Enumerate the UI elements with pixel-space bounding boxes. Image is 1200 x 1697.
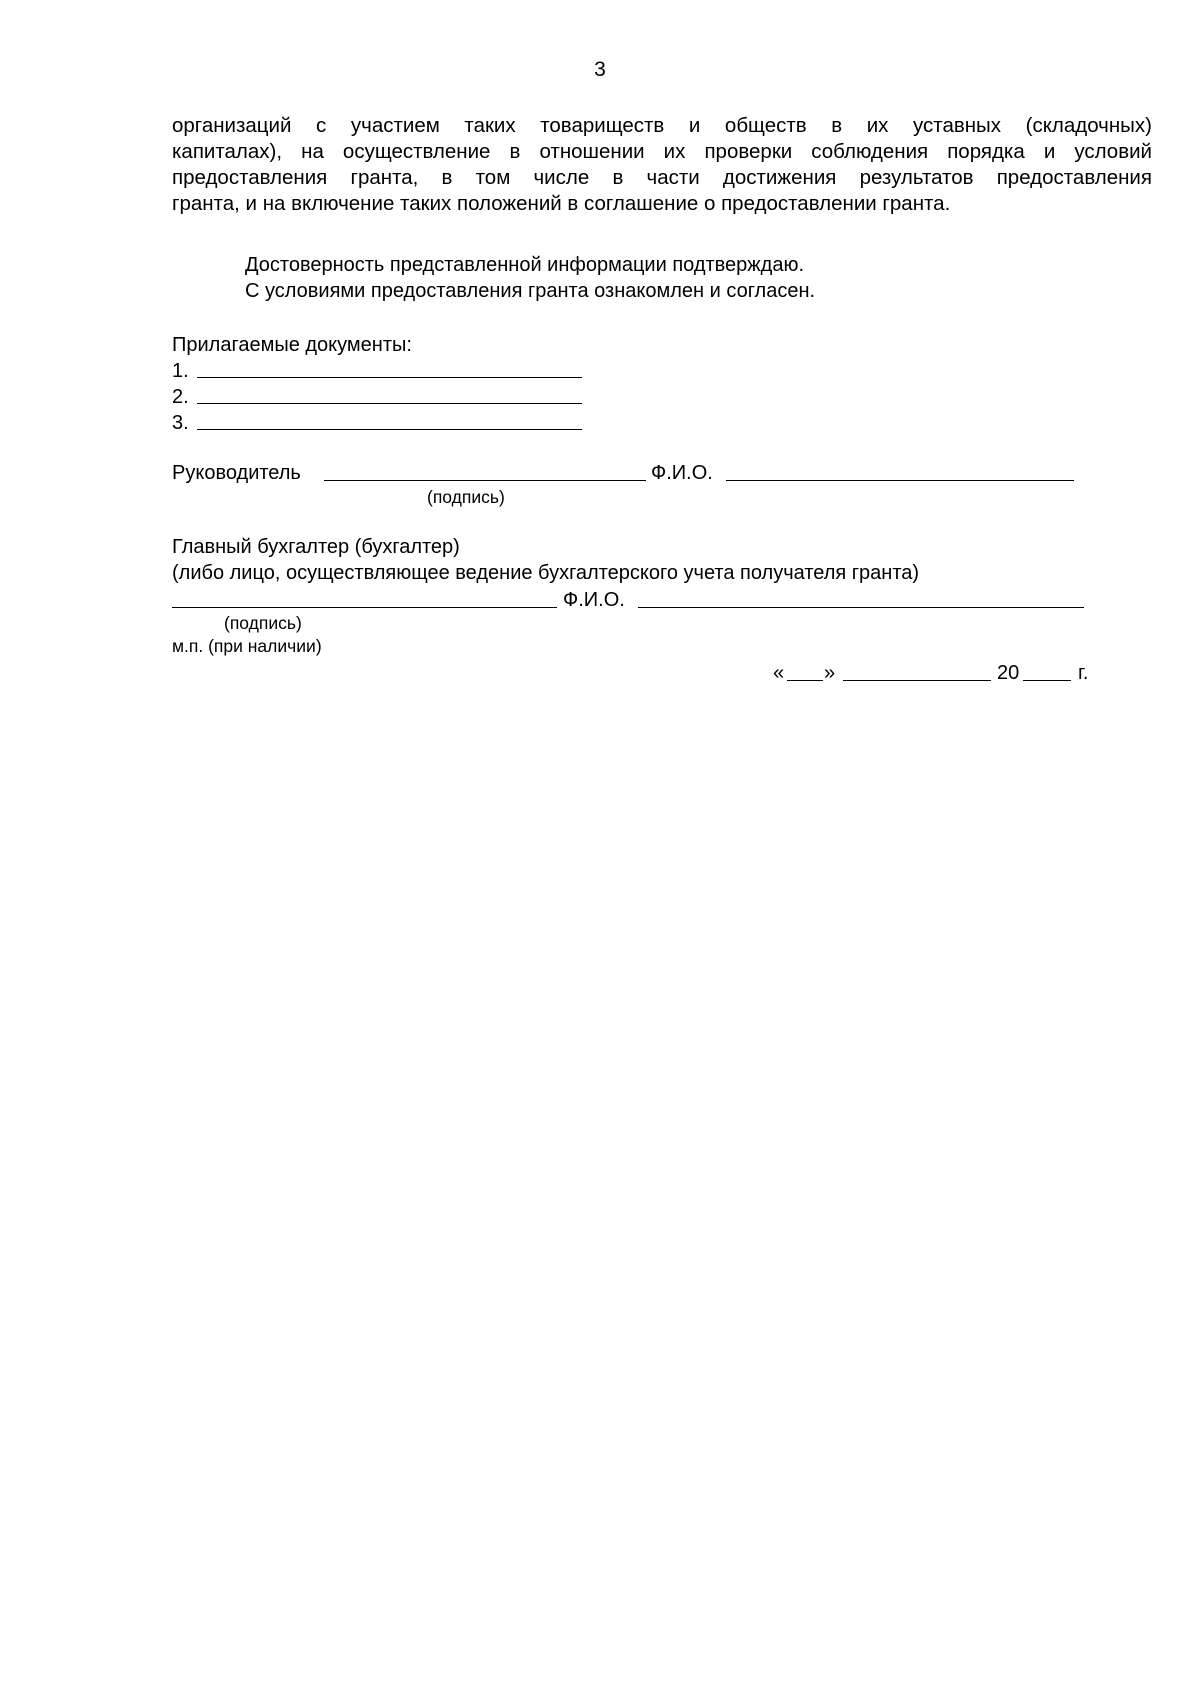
date-year-blank[interactable] — [1023, 656, 1071, 681]
date-open-quote: « — [773, 662, 785, 684]
accountant-title: Главный бухгалтер (бухгалтер) — [172, 536, 460, 558]
attachment-number-2: 2. — [172, 386, 189, 408]
confirmation-terms: С условиями предоставления гранта ознакомлен и согласен. — [245, 280, 816, 302]
paragraph-line: капиталах), на осуществление в отношении их проверки соблюдения порядка и условий — [172, 140, 1152, 163]
attachment-blank-2[interactable] — [197, 379, 582, 404]
head-signature-blank[interactable] — [324, 456, 646, 481]
paragraph-line: предоставления гранта, в том числе в части достижения результатов предоставления — [172, 166, 1152, 189]
attachment-number-3: 3. — [172, 412, 189, 434]
confirmation-accuracy: Достоверность представленной информации подтверждаю. — [245, 254, 805, 276]
attachment-blank-3[interactable] — [197, 405, 582, 430]
attachment-number-1: 1. — [172, 360, 189, 382]
head-label: Руководитель — [172, 462, 301, 484]
head-signature-caption: (подпись) — [427, 487, 505, 507]
stamp-note: м.п. (при наличии) — [172, 636, 322, 656]
paragraph-line: организаций с участием таких товариществ и обществ в их уставных (складочных) — [172, 114, 1152, 137]
date-year-prefix: 20 — [997, 662, 1020, 684]
accountant-name-blank[interactable] — [638, 583, 1084, 608]
accountant-subtitle: (либо лицо, осуществляющее ведение бухгалтерского учета получателя гранта) — [172, 562, 920, 584]
accountant-signature-blank[interactable] — [172, 583, 557, 608]
head-name-blank[interactable] — [726, 456, 1074, 481]
date-year-suffix: г. — [1078, 662, 1089, 684]
date-close-quote: » — [824, 662, 836, 684]
accountant-signature-caption: (подпись) — [224, 613, 302, 633]
head-name-label: Ф.И.О. — [651, 462, 713, 484]
paragraph-line: гранта, и на включение таких положений в соглашение о предоставлении гранта. — [172, 192, 951, 215]
date-day-blank[interactable] — [787, 656, 823, 681]
page-number: 3 — [594, 58, 606, 81]
attachments-heading: Прилагаемые документы: — [172, 334, 412, 356]
date-month-blank[interactable] — [843, 656, 991, 681]
accountant-name-label: Ф.И.О. — [563, 589, 625, 611]
consent-paragraph — [172, 113, 1152, 217]
attachment-blank-1[interactable] — [197, 353, 582, 378]
